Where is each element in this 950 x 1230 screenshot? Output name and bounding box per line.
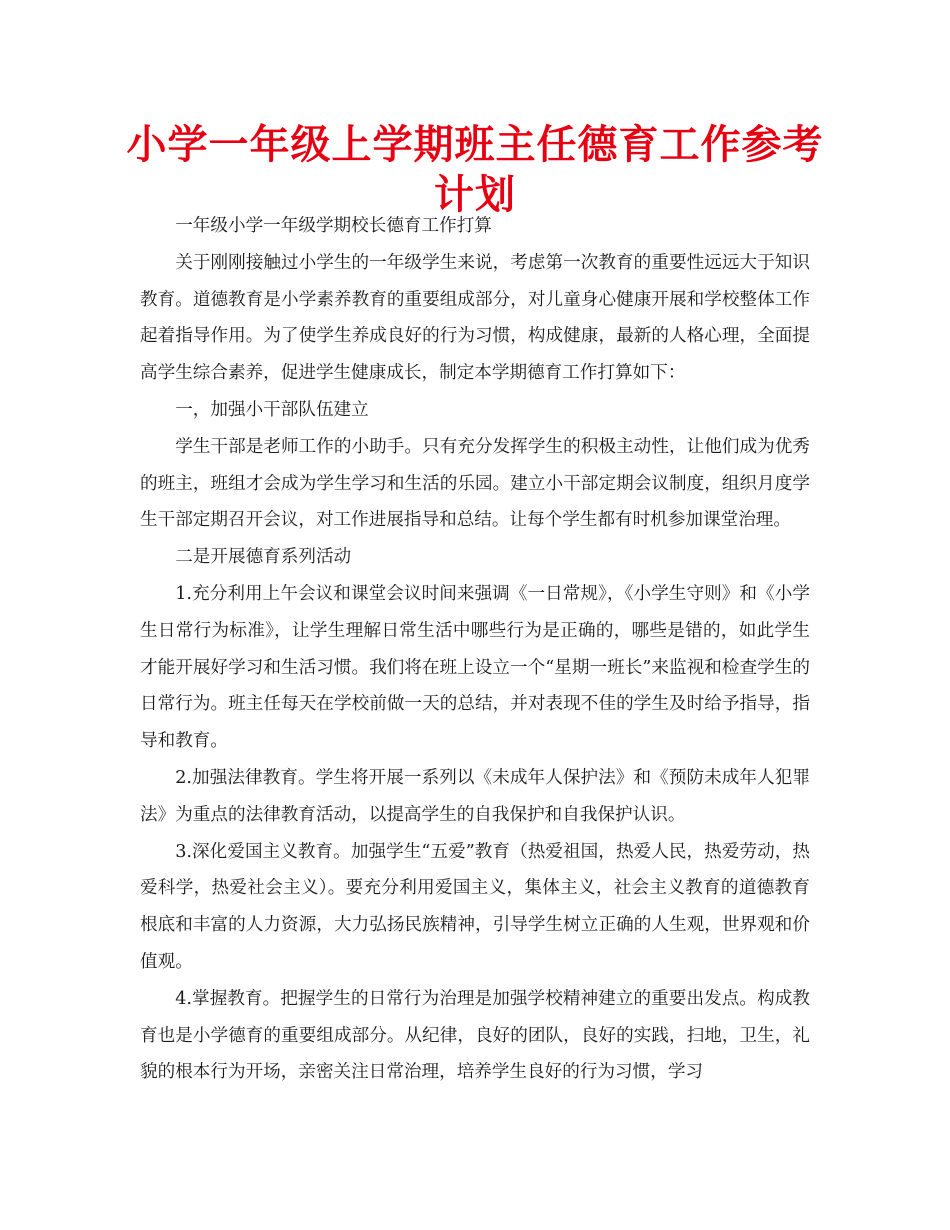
paragraph-item-3: 3.深化爱国主义教育。加强学生“五爱”教育（热爱祖国，热爱人民，热爱劳动，热爱科学，热爱社会主义）。要充分利用爱国主义，集体主义，社会主义教育的道德教育根底和丰富的人力资源，大力弘扬民族精神，引导学生树立正确的人生观，世界观和价值观。: [140, 841, 810, 972]
paragraph-item-2: 2.加强法律教育。学生将开展一系列以《未成年人保护法》和《预防未成年人犯罪法》为重点的法律教育活动，以提高学生的自我保护和自我保护认识。: [140, 767, 810, 825]
document-title: 小学一年级上学期班主任德育工作参考计划: [126, 122, 824, 218]
paragraph-subtitle: 一年级小学一年级学期校长德育工作打算: [175, 216, 492, 236]
document-body: [140, 208, 810, 1091]
section-heading-1: 一，加强小干部队伍建立: [175, 399, 369, 420]
paragraph-section-1: 学生干部是老师工作的小助手。只有充分发挥学生的积极主动性，让他们成为优秀的班主，班组才会成为学生学习和生活的乐园。建立小干部定期会议制度，组织月度学生干部定期召开会议，对工作进展指导和总结。让每个学生都有时机参加课堂治理。: [140, 436, 810, 531]
paragraph-item-4: 4.掌握教育。把握学生的日常行为治理是加强学校精神建立的重要出发点。构成教育也是小学德育的重要组成部分。从纪律，良好的团队，良好的实践，扫地，卫生，礼貌的根本行为开场，亲密关注日常治理，培养学生良好的行为习惯，学习: [140, 988, 810, 1083]
section-heading-2: 二是开展德育系列活动: [175, 547, 352, 568]
paragraph-intro: 关于刚刚接触过小学生的一年级学生来说，考虑第一次教育的重要性远远大于知识教育。道德教育是小学素养教育的重要组成部分，对儿童身心健康开展和学校整体工作起着指导作用。为了使学生养成良好的行为习惯，构成健康，最新的人格心理，全面提高学生综合素养，促进学生健康成长，制定本学期德育工作打算如下：: [140, 252, 810, 384]
paragraph-item-1: 1.充分利用上午会议和课堂会议时间来强调《一日常规》，《小学生守则》和《小学生日常行为标准》，让学生理解日常生活中哪些行为是正确的，哪些是错的，如此学生才能开展好学习和生活习惯。我们将在班上设立一个“星期一班长”来监视和检查学生的日常行为。班主任每天在学校前做一天的总结，并对表现不佳的学生及时给予指导，指导和教育。: [140, 583, 810, 752]
